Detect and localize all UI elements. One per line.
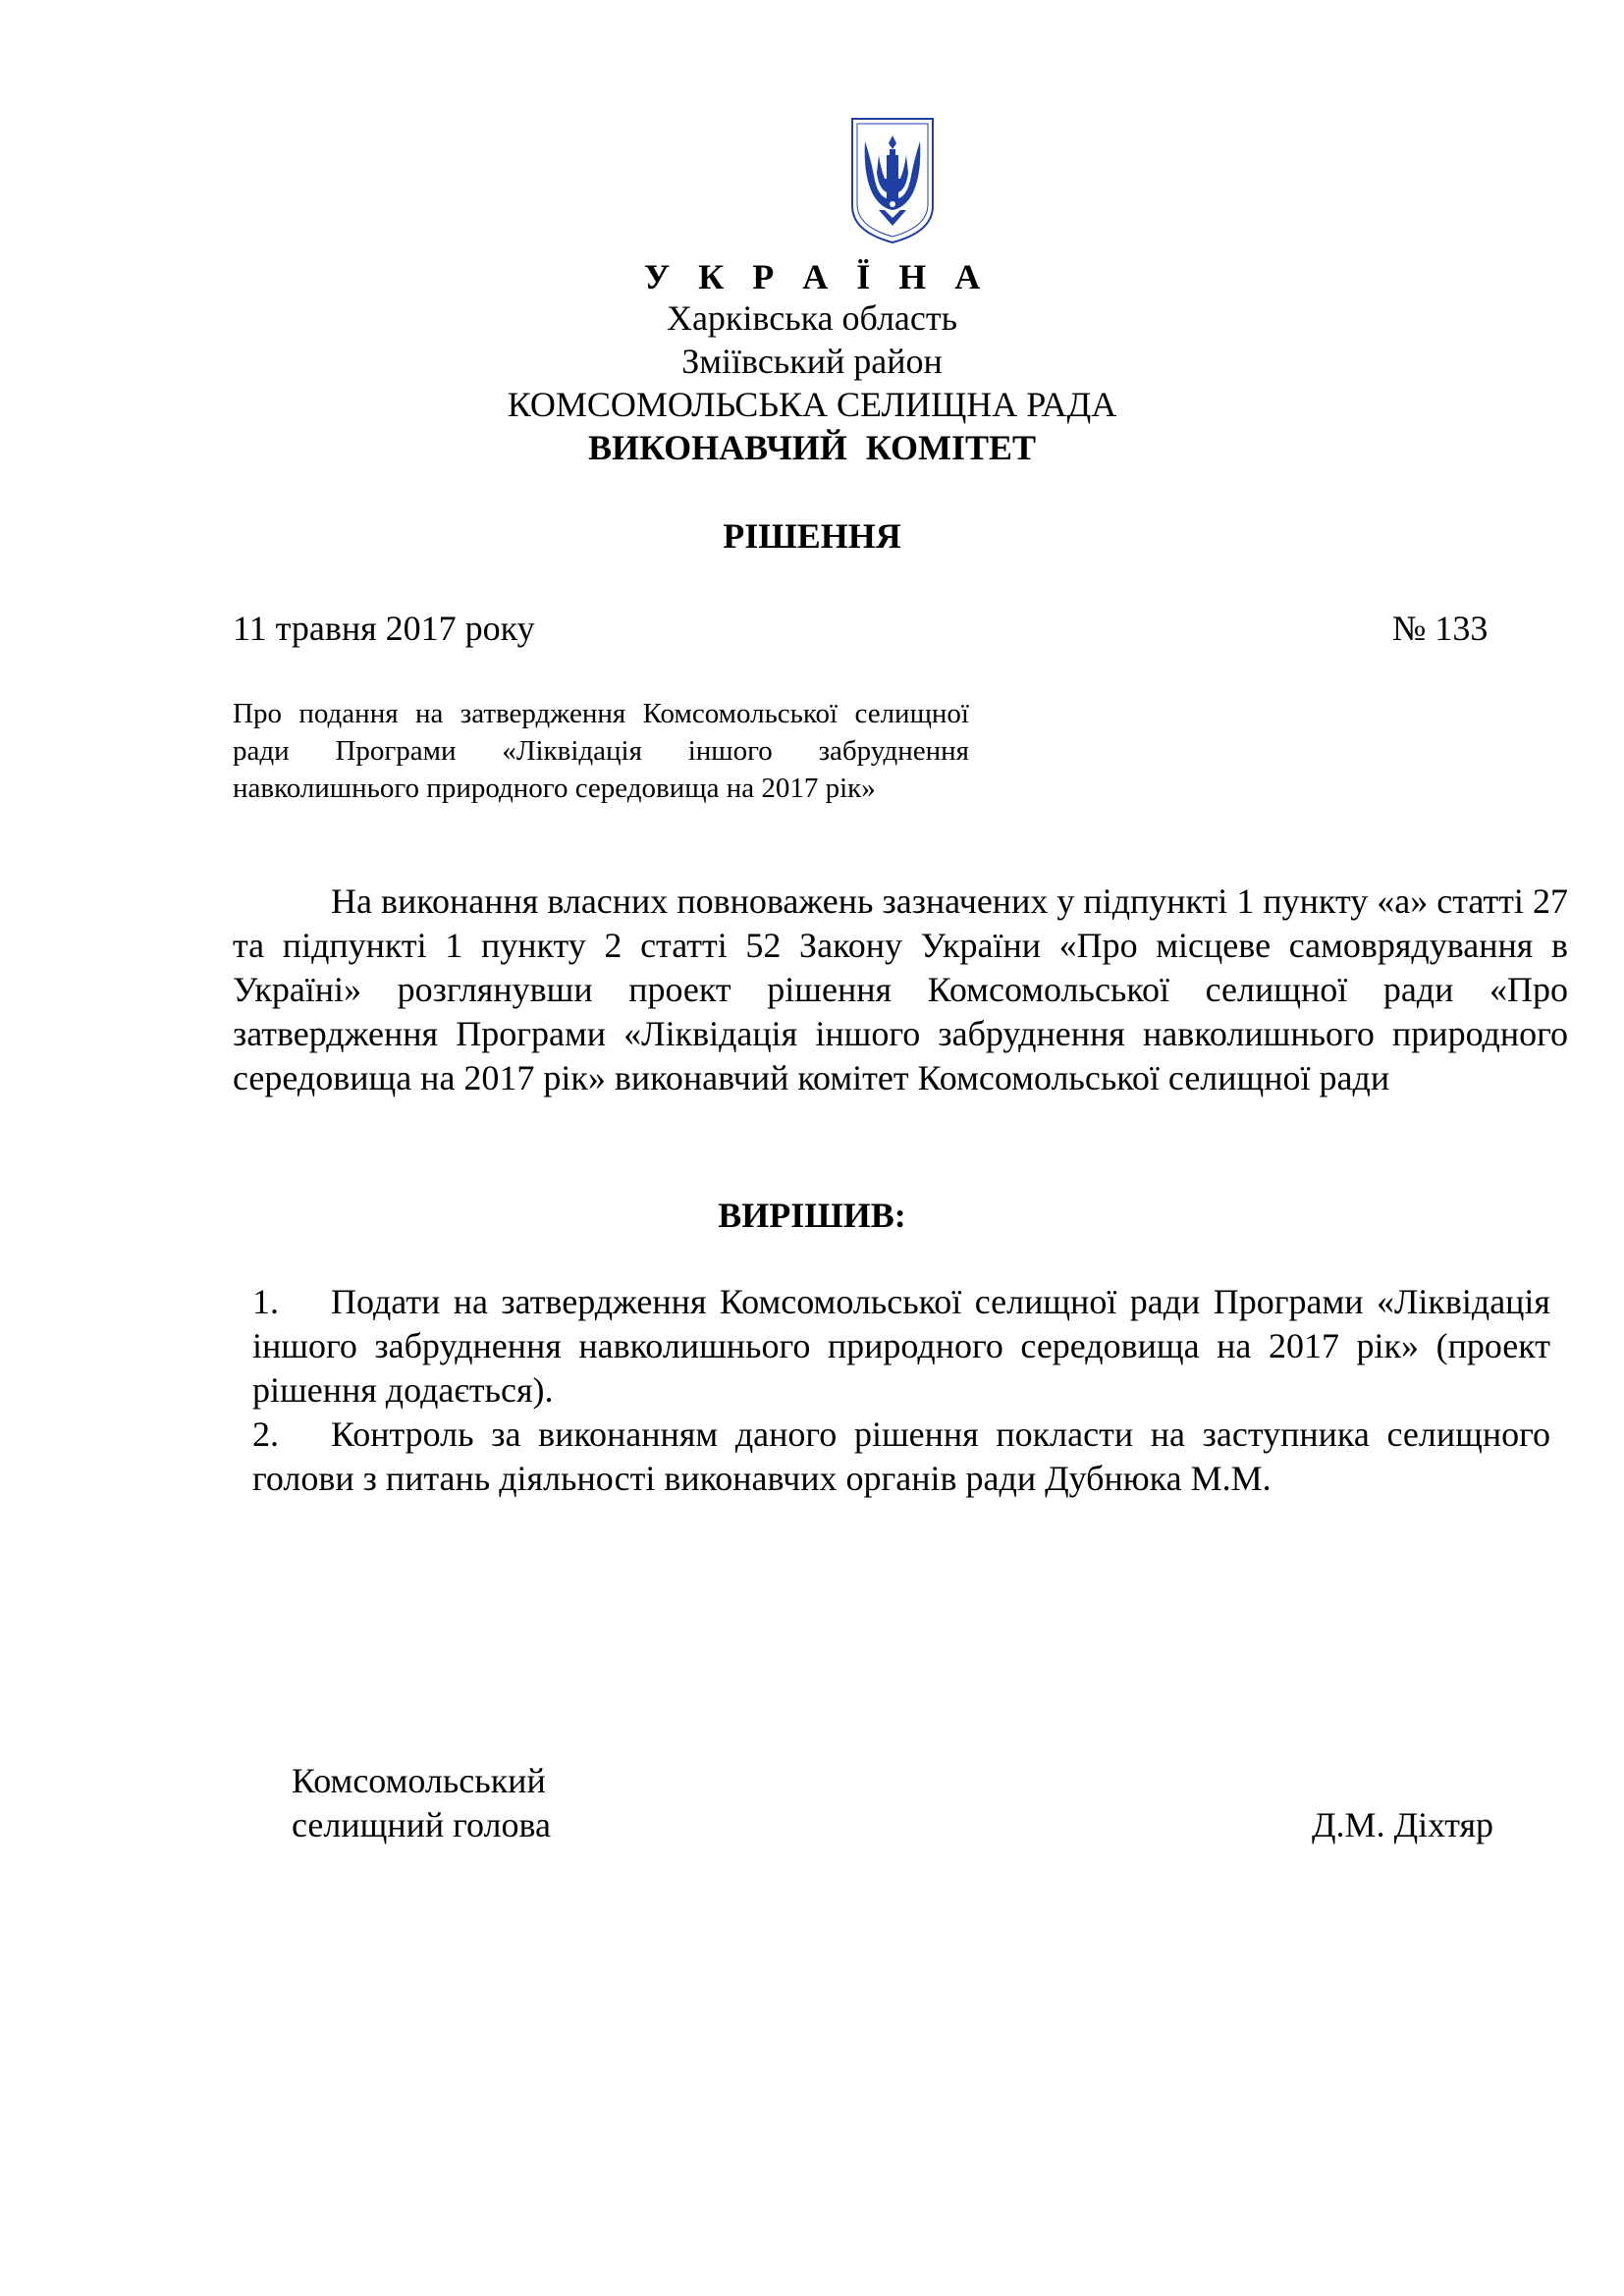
council-name: КОМСОМОЛЬСЬКА СЕЛИЩНА РАДА	[507, 385, 1117, 424]
decision-subject: Про подання на затвердження Комсомольської селищної ради Програми «Ліквідація іншого забруднення навколишнього природного середовища на 2017 рік»	[233, 698, 969, 804]
list-item	[252, 1413, 1550, 1501]
country-title: У К Р А Ї Н А	[643, 257, 991, 296]
committee-name: ВИКОНАВЧИЙ КОМІТЕТ	[587, 428, 1037, 467]
signer-name: Д.М. Діхтяр	[1312, 1805, 1494, 1844]
item-text: Контроль за виконанням даного рішення покласти на заступника селищного голови з питань діяльності виконавчих органів ради Дубнюка М.М.	[252, 1415, 1550, 1498]
signer-position	[292, 1759, 551, 1847]
signer-position-line: селищний голова	[292, 1805, 552, 1844]
document-type-heading: РІШЕННЯ	[723, 516, 901, 556]
rayon-line: Зміївський район	[681, 342, 943, 381]
decided-heading: ВИРІШИВ:	[718, 1196, 906, 1235]
trident-coat-of-arms-icon	[849, 116, 936, 245]
signer-position-line: Комсомольський	[292, 1761, 546, 1800]
decision-number: № 133	[1392, 609, 1489, 648]
item-number: 1.	[252, 1282, 279, 1321]
decision-items-list	[252, 1280, 1550, 1501]
list-item	[252, 1280, 1550, 1413]
item-number: 2.	[252, 1415, 279, 1454]
preamble-paragraph: На виконання власних повноважень зазначених у підпункті 1 пункту «а» статті 27 та підпункті 1 пункту 2 статті 52 Закону України «Про місцеве самоврядування в Україні» розглянувши проект рішення Комсомольської селищної ради «Про затвердження Програми «Ліквідація іншого забруднення навколишнього природного середовища на 2017 рік» виконавчий комітет Комсомольської селищної ради	[233, 881, 1568, 1097]
decision-date: 11 травня 2017 року	[233, 609, 535, 648]
item-text: Подати на затвердження Комсомольської селищної ради Програми «Ліквідація іншого забруднення навколишнього природного середовища на 2017 рік» (проект рішення додається).	[252, 1282, 1550, 1410]
oblast-line: Харківська область	[666, 298, 958, 338]
